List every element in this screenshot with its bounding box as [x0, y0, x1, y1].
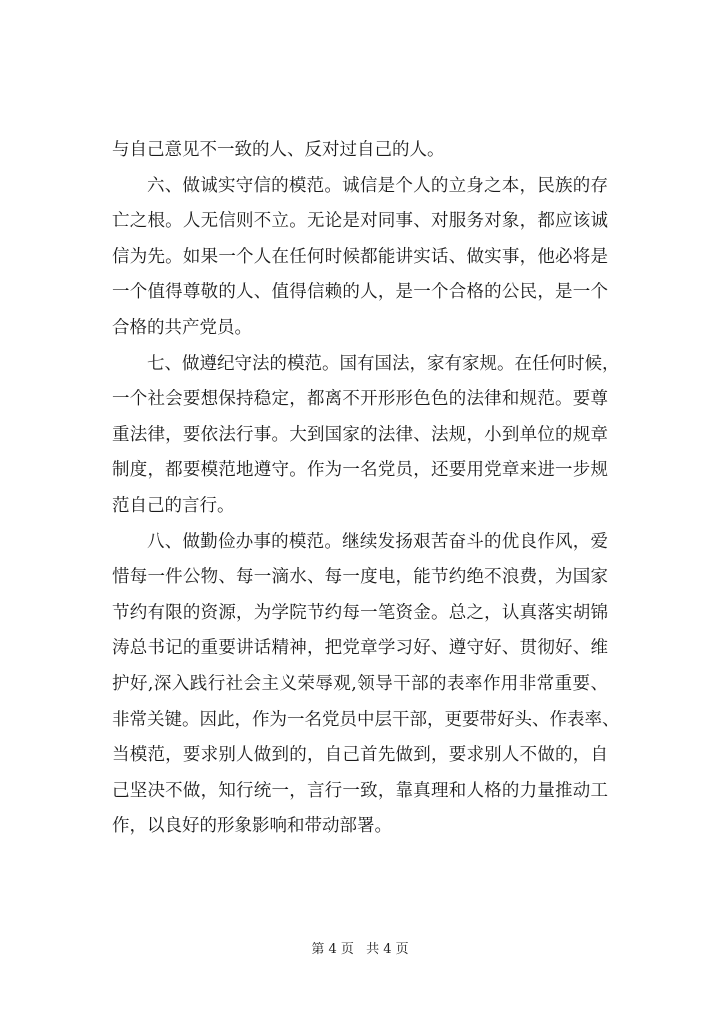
- text-line: 节约有限的资源，为学院节约每一笔资金。总之，认真落实胡锦: [112, 602, 608, 623]
- text-line: 范自己的言行。: [112, 495, 235, 516]
- document-body: [112, 133, 620, 845]
- page-footer: [0, 938, 720, 957]
- text-line: 一个社会要想保持稳定，都离不开形形色色的法律和规范。要尊: [112, 389, 608, 410]
- text-line: 信为先。如果一个人在任何时候都能讲实话、做实事，他必将是: [112, 246, 608, 267]
- text-line: 制度，都要模范地遵守。作为一名党员，还要用党章来进一步规: [112, 460, 608, 481]
- page-total: 共 4 页: [366, 942, 409, 957]
- text-line: 与自己意见不一致的人、反对过自己的人。: [112, 140, 445, 160]
- text-line: 惜每一件公物、每一滴水、每一度电，能节约绝不浪费，为国家: [112, 567, 608, 588]
- text-line: 当模范，要求别人做到的，自己首先做到，要求别人不做的，自: [112, 745, 608, 766]
- text-line: 亡之根。人无信则不立。无论是对同事、对服务对象，都应该诚: [112, 211, 608, 232]
- text-line: 己坚决不做，知行统一，言行一致，靠真理和人格的力量推动工: [112, 780, 608, 801]
- text-line: 重法律，要依法行事。大到国家的法律、法规，小到单位的规章: [112, 424, 608, 445]
- text-line: 七、做遵纪守法的模范。国有国法，家有家规。在任何时候，: [147, 353, 620, 374]
- text-line: 非常关键。因此，作为一名党员中层干部，更要带好头、作表率、: [112, 709, 620, 730]
- text-line: 涛总书记的重要讲话精神，把党章学习好、遵守好、贯彻好、维: [112, 638, 608, 659]
- text-line: 护好,深入践行社会主义荣辱观,领导干部的表率作用非常重要、: [112, 673, 608, 694]
- text-line: 六、做诚实守信的模范。诚信是个人的立身之本，民族的存: [147, 175, 608, 196]
- text-line: 一个值得尊敬的人、值得信赖的人，是一个合格的公民，是一个: [112, 282, 608, 303]
- text-line: 合格的共产党员。: [112, 317, 252, 338]
- page-number: 第 4 页: [311, 942, 354, 957]
- text-line: 作，以良好的形象影响和带动部署。: [112, 816, 392, 837]
- text-line: 八、做勤俭办事的模范。继续发扬艰苦奋斗的优良作风，爱: [147, 531, 608, 552]
